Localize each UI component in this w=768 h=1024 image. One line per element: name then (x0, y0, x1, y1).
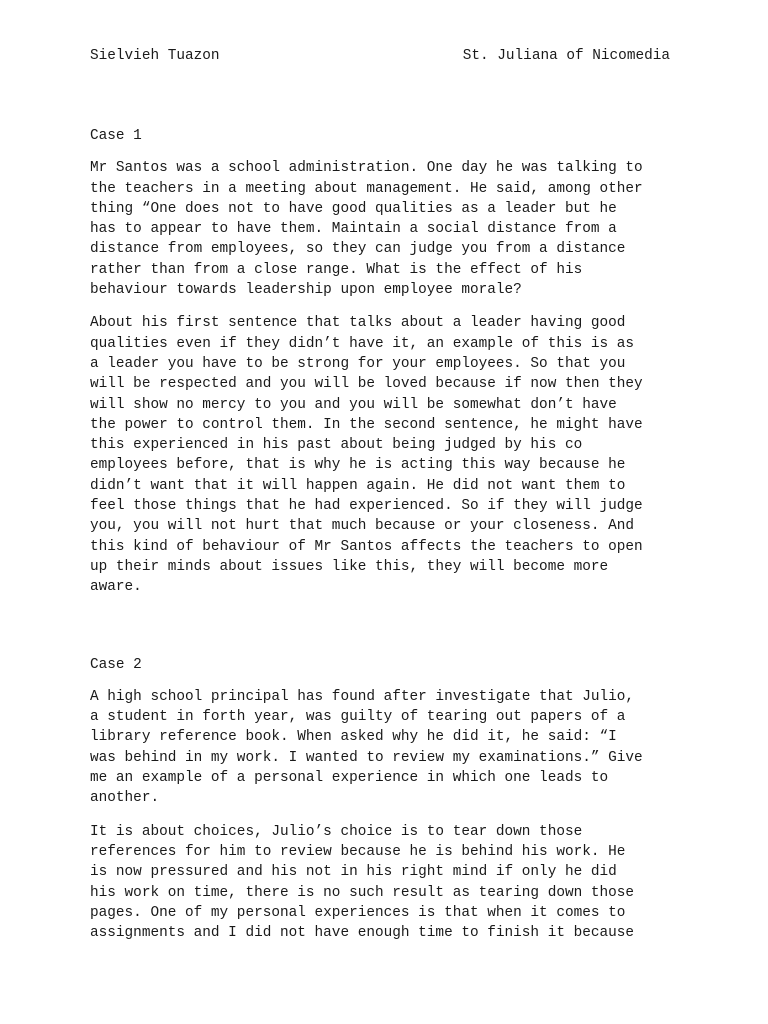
text-line: you, you will not hurt that much because or your closeness. And (90, 518, 635, 535)
page-header (90, 46, 670, 66)
text-line: references for him to review because he is behind his work. He (90, 843, 626, 860)
text-line: Mr Santos was a school administration. One day he was talking to (90, 160, 643, 177)
school-name: St. Juliana of Nicomedia (462, 48, 670, 64)
text-line: the teachers in a meeting about management. He said, among other (90, 180, 643, 197)
case-1-question (90, 158, 675, 300)
text-line: distance from employees, so they can judge you from a distance (90, 241, 626, 258)
case-1-answer (90, 313, 675, 597)
text-line: aware. (90, 579, 142, 596)
author-name: Sielvieh Tuazon (90, 48, 220, 64)
text-line: will be respected and you will be loved because if now then they (90, 376, 643, 393)
text-line: me an example of a personal experience in which one leads to (90, 770, 609, 787)
text-line: his work on time, there is no such result as tearing down those (90, 884, 635, 901)
text-line: the power to control them. In the second sentence, he might have (90, 416, 643, 433)
text-line: will show no mercy to you and you will be somewhat don’t have (90, 396, 617, 413)
text-line: qualities even if they didn’t have it, an example of this is as (90, 335, 635, 352)
text-line: a leader you have to be strong for your employees. So that you (90, 355, 626, 372)
text-line: assignments and I did not have enough time to finish it because (90, 925, 635, 942)
document-body (90, 126, 675, 956)
text-line: has to appear to have them. Maintain a social distance from a (90, 221, 617, 238)
text-line: behaviour towards leadership upon employee morale? (90, 282, 522, 299)
case-2-section (90, 655, 675, 944)
case-1-title: Case 1 (90, 128, 142, 144)
text-line: rather than from a close range. What is the effect of his (90, 261, 583, 278)
text-line: About his first sentence that talks about a leader having good (90, 315, 626, 332)
text-line: didn’t want that it will happen again. He did not want them to (90, 477, 626, 494)
case-2-answer (90, 822, 675, 944)
text-line: another. (90, 790, 160, 807)
text-line: this kind of behaviour of Mr Santos affects the teachers to open (90, 538, 643, 555)
text-line: is now pressured and his not in his right mind if only he did (90, 864, 617, 881)
text-line: library reference book. When asked why he did it, he said: “I (90, 729, 617, 746)
text-line: feel those things that he had experienced. So if they will judge (90, 498, 643, 515)
text-line: this experienced in his past about being judged by his co (90, 437, 583, 454)
text-line: It is about choices, Julio’s choice is to tear down those (90, 823, 583, 840)
text-line: was behind in my work. I wanted to review my examinations.” Give (90, 749, 643, 766)
section-spacer (90, 611, 675, 655)
case-1-section (90, 126, 675, 598)
case-2-question (90, 687, 675, 809)
case-2-title: Case 2 (90, 656, 142, 673)
text-line: A high school principal has found after investigate that Julio, (90, 688, 635, 705)
text-line: a student in forth year, was guilty of tearing out papers of a (90, 709, 626, 726)
text-line: employees before, that is why he is acting this way because he (90, 457, 626, 474)
text-line: thing “One does not to have good qualities as a leader but he (90, 200, 617, 217)
text-line: up their minds about issues like this, they will become more (90, 558, 609, 575)
text-line: pages. One of my personal experiences is that when it comes to (90, 904, 626, 921)
